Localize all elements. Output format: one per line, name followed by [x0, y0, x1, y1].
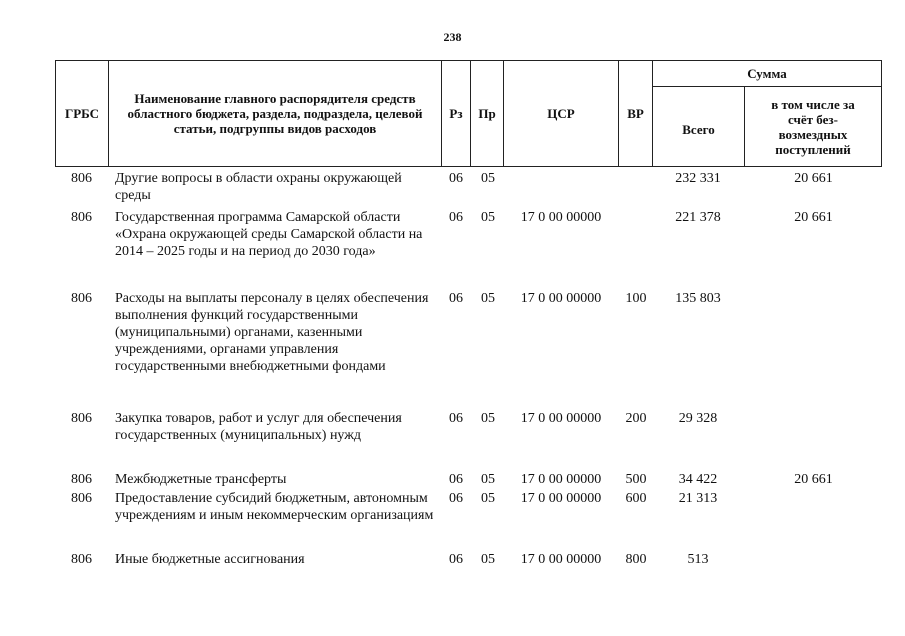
- header-rz: Рз: [449, 106, 463, 121]
- cell-rz: 06: [449, 552, 463, 567]
- cell-vr: 500: [625, 472, 647, 487]
- cell-grbs: 806: [71, 472, 92, 487]
- cell-free: 20 661: [794, 171, 833, 186]
- cell-pr: 05: [481, 411, 495, 426]
- cell-grbs: 806: [71, 210, 92, 225]
- cell-csr: 17 0 00 00000: [520, 210, 602, 225]
- cell-grbs: 806: [71, 411, 92, 426]
- cell-name: Расходы на выплаты персоналу в целях обеспечения выполнения функций государственными (муниципальными) органами, казенными учреждениями, органами управления государственными внебюджетными фондами: [115, 291, 429, 374]
- cell-rz: 06: [449, 171, 463, 186]
- cell-csr: 17 0 00 00000: [520, 291, 602, 306]
- cell-csr: 17 0 00 00000: [520, 411, 602, 426]
- cell-pr: 05: [481, 291, 495, 306]
- table-header: [55, 60, 882, 167]
- cell-vr: 200: [625, 411, 647, 426]
- header-name: Наименование главного распорядителя средств областного бюджета, раздела, подраздела, целевой статьи, подгруппы видов расходов: [127, 91, 423, 136]
- header-vr: ВР: [627, 106, 644, 121]
- cell-total: 34 422: [678, 472, 718, 487]
- cell-vr: 100: [625, 291, 647, 306]
- cell-name: Другие вопросы в области охраны окружающей среды: [115, 171, 402, 203]
- cell-name: Государственная программа Самарской области «Охрана окружающей среды Самарской области на 2014 – 2025 годы и на период до 2030 года»: [115, 210, 423, 259]
- cell-name: Предоставление субсидий бюджетным, автономным учреждениям и иным некоммерческим организациям: [115, 491, 434, 523]
- cell-grbs: 806: [71, 171, 92, 186]
- cell-pr: 05: [481, 552, 495, 567]
- cell-pr: 05: [481, 210, 495, 225]
- cell-csr: 17 0 00 00000: [520, 472, 602, 487]
- cell-pr: 05: [481, 472, 495, 487]
- cell-rz: 06: [449, 291, 463, 306]
- header-total: Всего: [682, 122, 715, 137]
- cell-rz: 06: [449, 491, 463, 506]
- cell-vr: 800: [625, 552, 647, 567]
- cell-name: Межбюджетные трансферты: [115, 472, 287, 487]
- cell-pr: 05: [481, 171, 495, 186]
- header-sum: Сумма: [747, 66, 787, 81]
- header-grbs: ГРБС: [64, 106, 100, 121]
- header-border-right: [881, 60, 882, 167]
- cell-total: 232 331: [675, 171, 721, 186]
- cell-total: 21 313: [678, 491, 718, 506]
- header-pr: Пр: [478, 106, 496, 121]
- cell-total: 29 328: [678, 411, 718, 426]
- page-number: 238: [443, 30, 462, 44]
- cell-grbs: 806: [71, 491, 92, 506]
- cell-total: 221 378: [675, 210, 721, 225]
- cell-free: 20 661: [794, 210, 833, 225]
- header-bottom-border: [55, 166, 882, 167]
- cell-free: 20 661: [794, 472, 833, 487]
- cell-rz: 06: [449, 411, 463, 426]
- cell-csr: 17 0 00 00000: [520, 491, 602, 506]
- cell-grbs: 806: [71, 291, 92, 306]
- header-csr: ЦСР: [547, 106, 575, 121]
- cell-name: Иные бюджетные ассигнования: [115, 552, 305, 567]
- cell-rz: 06: [449, 210, 463, 225]
- cell-pr: 05: [481, 491, 495, 506]
- cell-grbs: 806: [71, 552, 92, 567]
- cell-vr: 600: [625, 491, 647, 506]
- cell-name: Закупка товаров, работ и услуг для обеспечения государственных (муниципальных) нужд: [115, 411, 402, 443]
- cell-total: 513: [687, 552, 709, 567]
- header-free: в том числе за счёт без-возмездных поступлений: [771, 96, 855, 157]
- cell-rz: 06: [449, 472, 463, 487]
- cell-csr: 17 0 00 00000: [520, 552, 602, 567]
- cell-total: 135 803: [675, 291, 721, 306]
- header-divider-grbs: [108, 60, 109, 167]
